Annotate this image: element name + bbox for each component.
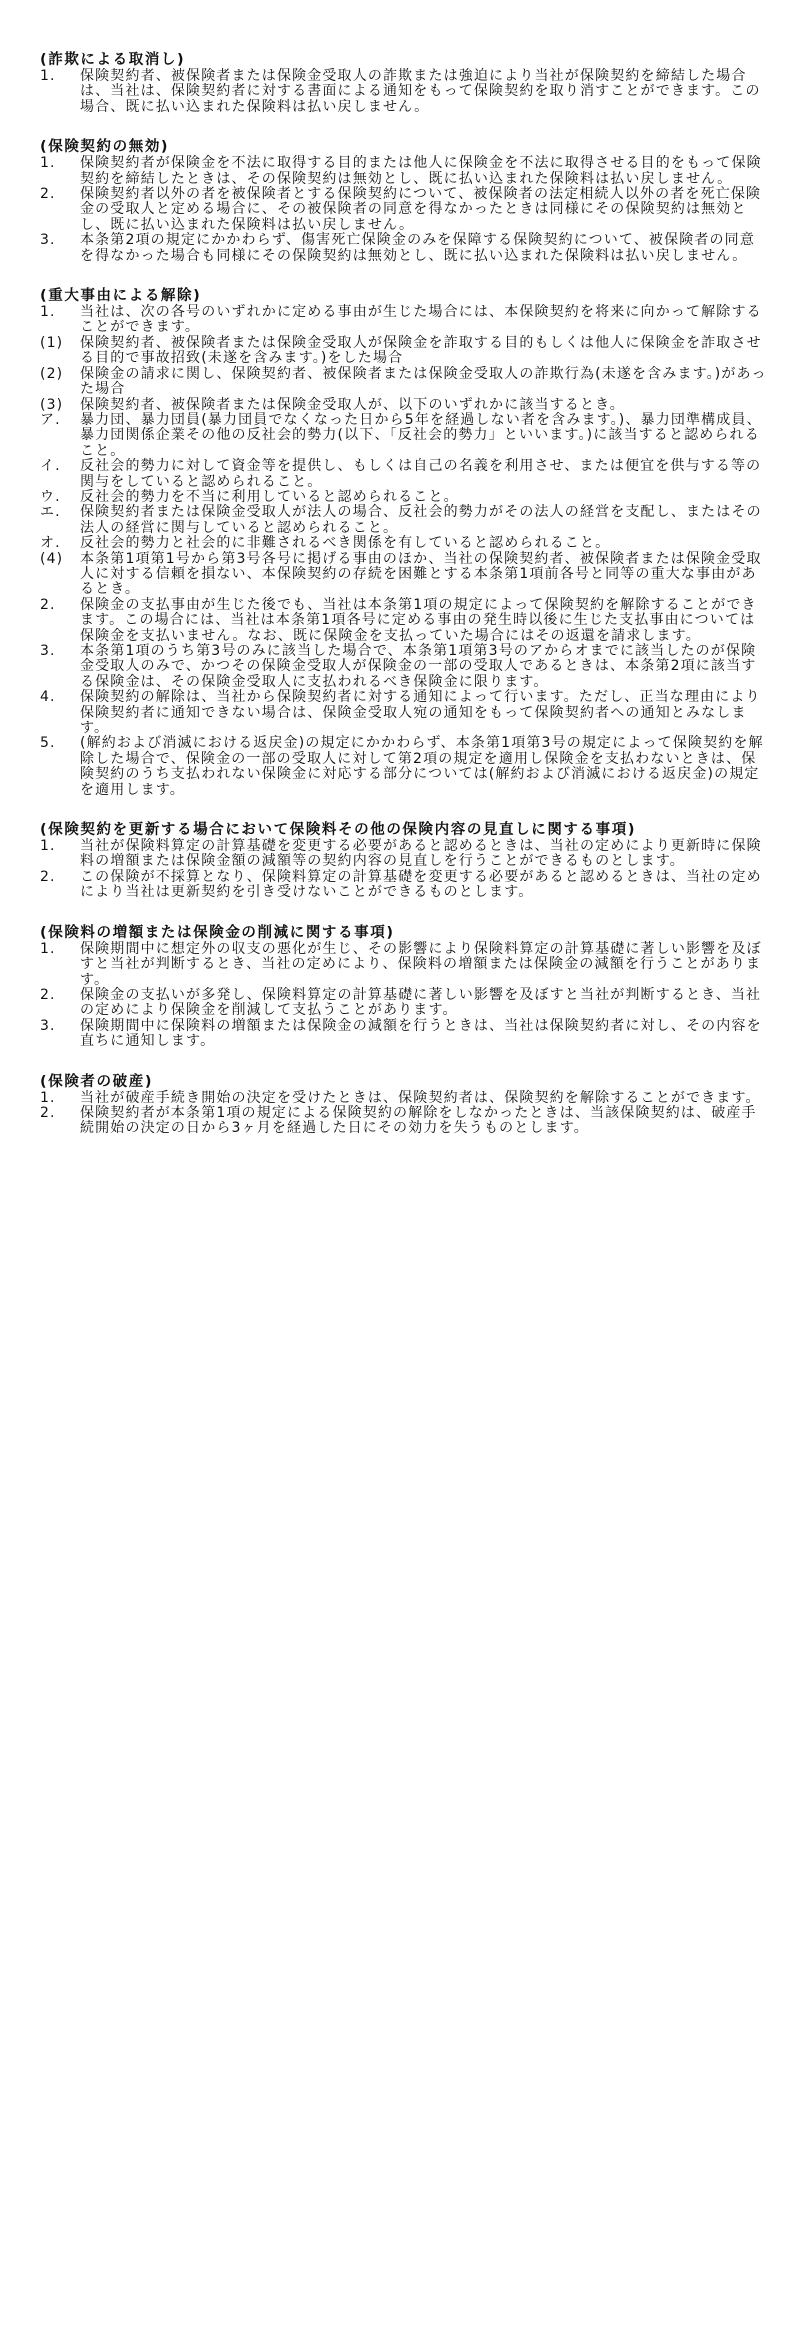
clause-text: 保険契約者、被保険者または保険金受取人が保険金を詐取する目的もしくは他人に保険金を詐取させる目的で事故招致(未遂を含みます。)をした場合 [80,334,762,367]
clause-text: 当社が破産手続き開始の決定を受けたときは、保険契約者は、保険契約を解除することができます。 [80,1089,761,1106]
clause-item [40,69,800,115]
clause-number: 2. [40,596,56,613]
terms-section [40,925,800,1050]
clause-text: 本条第1項第1号から第3号各号に掲げる事由のほか、当社の保険契約者、被保険者または保険金受取人に対する信頼を損ない、本保険契約の存続を困難とする本条第1項前各号と同等の重大な事由があるとき。 [80,550,762,598]
clause-text: 保険金の請求に関し、保険契約者、被保険者または保険金受取人の詐欺行為(未遂を含みます。)があった場合 [80,365,767,398]
terms-section [40,52,800,115]
clause-item [40,305,800,336]
clause-text: 反社会的勢力に対して資金等を提供し、もしくは自己の名義を利用させ、または便宜を供与する等の関与をしていると認められること。 [80,458,762,490]
clause-number: 1. [40,155,56,172]
clause-text: 保険契約者以外の者を被保険者とする保険契約について、被保険者の法定相続人以外の者を死亡保険金の受取人と定める場合に、その被保険者の同意を得なかったときは同様にその保険契約は無効とし、既に払い込まれた保険料は払い戻しません。 [80,186,762,233]
clause-number: 3. [40,1017,56,1034]
section-title: (保険契約の無効) [40,139,170,156]
clause-item [40,336,800,367]
clause-text: 保険期間中に保険料の増額または保険金の減額を行うときは、当社は保険契約者に対し、その内容を直ちに通知します。 [80,1017,762,1050]
section-title: (詐欺による取消し) [40,52,186,68]
clause-text: この保険が不採算となり、保険料算定の計算基礎を変更する必要があると認めるときは、当社の定めにより当社は更新契約を引き受けないことができるものとします。 [80,868,762,901]
clause-number: 2. [40,986,56,1003]
section-title: (保険者の破産) [40,1073,154,1090]
clause-item [40,690,800,736]
clause-text: 本条第2項の規定にかかわらず、傷害死亡保険金のみを保障する保険契約について、被保険者の同意を得なかった場合も同様にその保険契約は無効とし、既に払い込まれた保険料は払い戻しません。 [80,232,755,264]
clause-text: 保険金の支払事由が生じた後でも、当社は本条第1項の規定によって保険契約を解除することができます。この場合には、当社は本条第1項各号に定める事由の発生時以後に生じた支払事由については保険金を支払いません。なお、既に保険金を支払っていた場合にはその返還を請求します。 [80,596,757,644]
terms-section [40,1074,800,1137]
clause-text: 本条第1項のうち第3号のみに該当した場合で、本条第1項第3号のアからオまでに該当したのが保険金受取人のみで、かつその保険金受取人が保険金の一部の受取人であるときは、本条第2項に該当する保険金は、その保険金受取人に支払われるべき保険金に限ります。 [80,643,757,690]
clause-number: 1. [40,1089,56,1106]
clause-item [40,367,800,398]
terms-section [40,288,800,798]
terms-section [40,139,800,264]
clause-text: 反社会的勢力と社会的に非難されるべき関係を有していると認められること。 [80,535,611,552]
clause-item [40,598,800,644]
clause-item [40,505,800,536]
clause-number: (4) [40,550,64,567]
clause-number: 4. [40,689,56,706]
terms-sections [40,52,800,1137]
clause-item [40,552,800,598]
clause-item [40,942,800,988]
clause-text: 保険金の支払いが多発し、保険料算定の計算基礎に著しい影響を及ぼすと当社が判断するとき、当社の定めにより保険金を削減して支払うことがあります。 [80,986,762,1019]
clause-number: ウ. [40,488,61,505]
clause-number: 3. [40,643,56,659]
clause-text: (解約および消滅における返戻金)の規定にかかわらず、本条第1項第3号の規定によって保険契約を解除した場合で、保険金の一部の受取人に対して第2項の規定を適用し保険金を支払わないときは、保険契約のうち支払われない保険金に対応する部分については(解約および消滅における返戻金)の規定を適用します。 [80,735,764,798]
clause-number: 1. [40,940,56,957]
clause-text: 保険契約の解除は、当社から保険契約者に対する通知によって行います。ただし、正当な理由により保険契約者に通知できない場合は、保険金受取人宛の通知をもって保険契約者への通知とみなします。 [80,689,761,737]
clause-item [40,736,800,798]
clause-item [40,1019,800,1050]
clause-item [40,1091,800,1106]
clause-number: 1. [40,304,56,321]
section-title: (重大事由による解除) [40,288,202,305]
clause-item [40,644,800,690]
clause-text: 保険期間中に想定外の収支の悪化が生じ、その影響により保険料算定の計算基礎に著しい影響を及ぼすと当社が判断するとき、当社の定めにより、保険料の増額または保険金の減額を行うことがあります。 [80,940,762,988]
clause-text: 暴力団、暴力団員(暴力団員でなくなった日から5年を経過しない者を含みます。)、暴力団準構成員、暴力団関係企業その他の反社会的勢力(以下、「反社会的勢力」といいます。)に該当すると認められること。 [80,411,762,459]
clause-item [40,187,800,233]
clause-text: 保険契約者、被保険者または保険金受取人の詐欺または強迫により当社が保険契約を締結した場合は、当社は、保険契約者に対する書面による通知をもって保険契約を取り消すことができます。この場合、既に払い込まれた保険料は払い戻しません。 [80,68,761,115]
clause-text: 保険契約者が本条第1項の規定による保険契約の解除をしなかったときは、当該保険契約は、破産手続開始の決定の日から3ヶ月を経過した日にその効力を失うものとします。 [80,1104,757,1137]
clause-number: オ. [40,535,61,552]
clause-text: 保険契約者が保険金を不法に取得する目的または他人に保険金を不法に取得させる目的をもって保険契約を締結したときは、その保険契約は無効とし、既に払い込まれた保険料は払い戻しません。 [80,155,762,187]
clause-item [40,870,800,901]
clause-number: 5. [40,735,56,752]
clause-item [40,839,800,870]
clause-number: エ. [40,504,61,521]
clause-item [40,413,800,459]
clause-number: (1) [40,334,64,351]
clause-number: 2. [40,868,56,885]
clause-number: 2. [40,1104,56,1121]
section-title: (保険契約を更新する場合において保険料その他の保険内容の見直しに関する事項) [40,822,637,839]
terms-section [40,822,800,901]
clause-text: 保険契約者または保険金受取人が法人の場合、反社会的勢力がその法人の経営を支配し、またはその法人の経営に関与していると認められること。 [80,504,762,536]
clause-number: (2) [40,365,64,382]
clause-item [40,988,800,1019]
clause-number: 2. [40,186,56,203]
clause-item [40,233,800,264]
clause-number: 3. [40,232,56,249]
clause-item [40,536,800,551]
section-title: (保険料の増額または保険金の削減に関する事項) [40,924,395,941]
clause-number: 1. [40,68,56,84]
clause-number: ア. [40,411,61,428]
clause-item [40,156,800,187]
clause-item [40,1106,800,1137]
clause-text: 保険契約者、被保険者または保険金受取人が、以下のいずれかに該当するとき。 [80,396,625,413]
clause-number: 1. [40,838,56,855]
clause-item [40,459,800,490]
clause-text: 当社が保険料算定の計算基礎を変更する必要があると認めるときは、当社の定めにより更新時に保険料の増額または保険金額の減額等の契約内容の見直しを行うことができるものとします。 [80,838,762,870]
clause-number: イ. [40,458,61,475]
clause-item [40,398,800,413]
clause-text: 反社会的勢力を不当に利用していると認められること。 [80,488,459,505]
clause-number: (3) [40,396,64,413]
clause-text: 当社は、次の各号のいずれかに定める事由が生じた場合には、本保険契約を将来に向かって解除することができます。 [80,304,762,336]
